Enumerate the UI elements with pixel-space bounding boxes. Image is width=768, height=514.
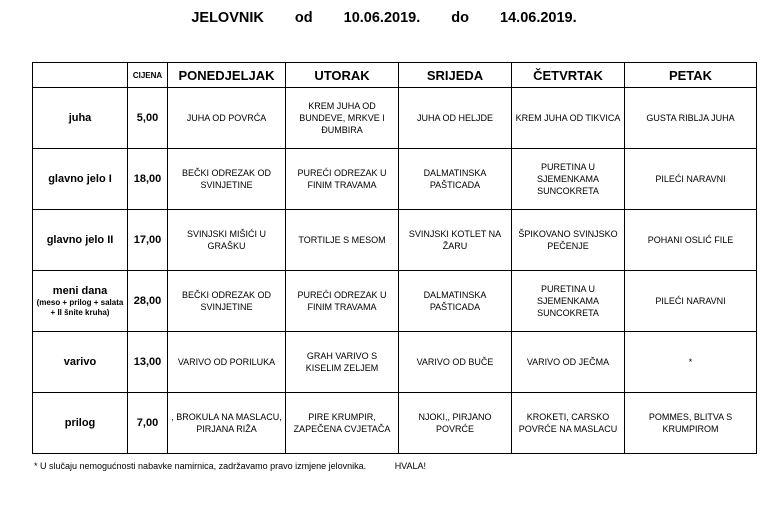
dish-tuesday: KREM JUHA OD BUNDEVE, MRKVE I ĐUMBIRA [286, 88, 399, 149]
menu-row [33, 149, 757, 210]
dish-friday: POHANI OSLIĆ FILE [625, 210, 757, 271]
dish-friday: PILEĆI NARAVNI [625, 149, 757, 210]
row-label-subtext: (meso + prilog + salata + II šnite kruha) [36, 297, 124, 317]
header-day-tuesday: UTORAK [286, 63, 399, 88]
menu-row [33, 210, 757, 271]
header-price: CIJENA [128, 63, 168, 88]
row-price: 17,00 [128, 210, 168, 271]
dish-friday: GUSTA RIBLJA JUHA [625, 88, 757, 149]
row-label-text: glavno jelo I [48, 173, 112, 185]
title-od: od [294, 10, 313, 26]
menu-row [33, 393, 757, 454]
row-label-text: meni dana [52, 284, 108, 297]
row-price: 13,00 [128, 332, 168, 393]
row-price: 5,00 [128, 88, 168, 149]
menu-row [33, 88, 757, 149]
dish-tuesday: PUREĆI ODREZAK U FINIM TRAVAMA [286, 271, 399, 332]
menu-table [32, 62, 757, 454]
dish-monday: BEČKI ODREZAK OD SVINJETINE [168, 149, 286, 210]
dish-wednesday: VARIVO OD BUČE [399, 332, 512, 393]
title-label: JELOVNIK [191, 10, 264, 26]
row-label [33, 393, 128, 454]
dish-monday: , BROKULA NA MASLACU, PIRJANA RIŽA [168, 393, 286, 454]
header-day-thursday: ČETVRTAK [512, 63, 625, 88]
row-label-text: juha [68, 112, 92, 124]
header-day-monday: PONEDJELJAK [168, 63, 286, 88]
dish-monday: BEČKI ODREZAK OD SVINJETINE [168, 271, 286, 332]
header-day-wednesday: SRIJEDA [399, 63, 512, 88]
dish-wednesday: DALMATINSKA PAŠTICADA [399, 271, 512, 332]
header-row [33, 63, 757, 88]
menu-title [0, 10, 768, 26]
row-price: 28,00 [128, 271, 168, 332]
footer-thanks: HVALA! [394, 461, 427, 471]
row-price: 18,00 [128, 149, 168, 210]
menu-row [33, 332, 757, 393]
dish-wednesday: DALMATINSKA PAŠTICADA [399, 149, 512, 210]
row-label-text: varivo [63, 356, 97, 368]
header-day-friday: PETAK [625, 63, 757, 88]
row-label [33, 210, 128, 271]
footer-note [34, 461, 426, 471]
dish-monday: JUHA OD POVRĆA [168, 88, 286, 149]
title-date-to: 14.06.2019. [500, 10, 577, 26]
dish-wednesday: SVINJSKI KOTLET NA ŽARU [399, 210, 512, 271]
dish-friday: PILEĆI NARAVNI [625, 271, 757, 332]
dish-monday: VARIVO OD PORILUKA [168, 332, 286, 393]
dish-thursday: KREM JUHA OD TIKVICA [512, 88, 625, 149]
dish-tuesday: PIRE KRUMPIR, ZAPEČENA CVJETAČA [286, 393, 399, 454]
menu-row [33, 271, 757, 332]
dish-thursday: PURETINA U SJEMENKAMA SUNCOKRETA [512, 149, 625, 210]
dish-thursday: KROKETI, CARSKO POVRĆE NA MASLACU [512, 393, 625, 454]
row-label-text: glavno jelo II [46, 234, 114, 246]
title-date-from: 10.06.2019. [343, 10, 421, 26]
dish-friday: * [625, 332, 757, 393]
dish-thursday: VARIVO OD JEČMA [512, 332, 625, 393]
dish-thursday: PURETINA U SJEMENKAMA SUNCOKRETA [512, 271, 625, 332]
dish-tuesday: PUREĆI ODREZAK U FINIM TRAVAMA [286, 149, 399, 210]
dish-wednesday: NJOKI,, PIRJANO POVRĆE [399, 393, 512, 454]
dish-friday: POMMES, BLITVA S KRUMPIROM [625, 393, 757, 454]
row-label-text: prilog [64, 417, 96, 429]
footer-note-text: * U slučaju nemogućnosti nabavke namirnica, zadržavamo pravo izmjene jelovnika. [34, 461, 367, 471]
dish-monday: SVINJSKI MIŠIĆI U GRAŠKU [168, 210, 286, 271]
dish-wednesday: JUHA OD HELJDE [399, 88, 512, 149]
dish-tuesday: GRAH VARIVO S KISELIM ZELJEM [286, 332, 399, 393]
title-do: do [451, 10, 469, 26]
dish-thursday: ŠPIKOVANO SVINJSKO PEČENJE [512, 210, 625, 271]
dish-tuesday: TORTILJE S MESOM [286, 210, 399, 271]
header-corner [33, 63, 128, 88]
row-label [33, 271, 128, 332]
row-label [33, 332, 128, 393]
row-price: 7,00 [128, 393, 168, 454]
row-label [33, 88, 128, 149]
row-label [33, 149, 128, 210]
